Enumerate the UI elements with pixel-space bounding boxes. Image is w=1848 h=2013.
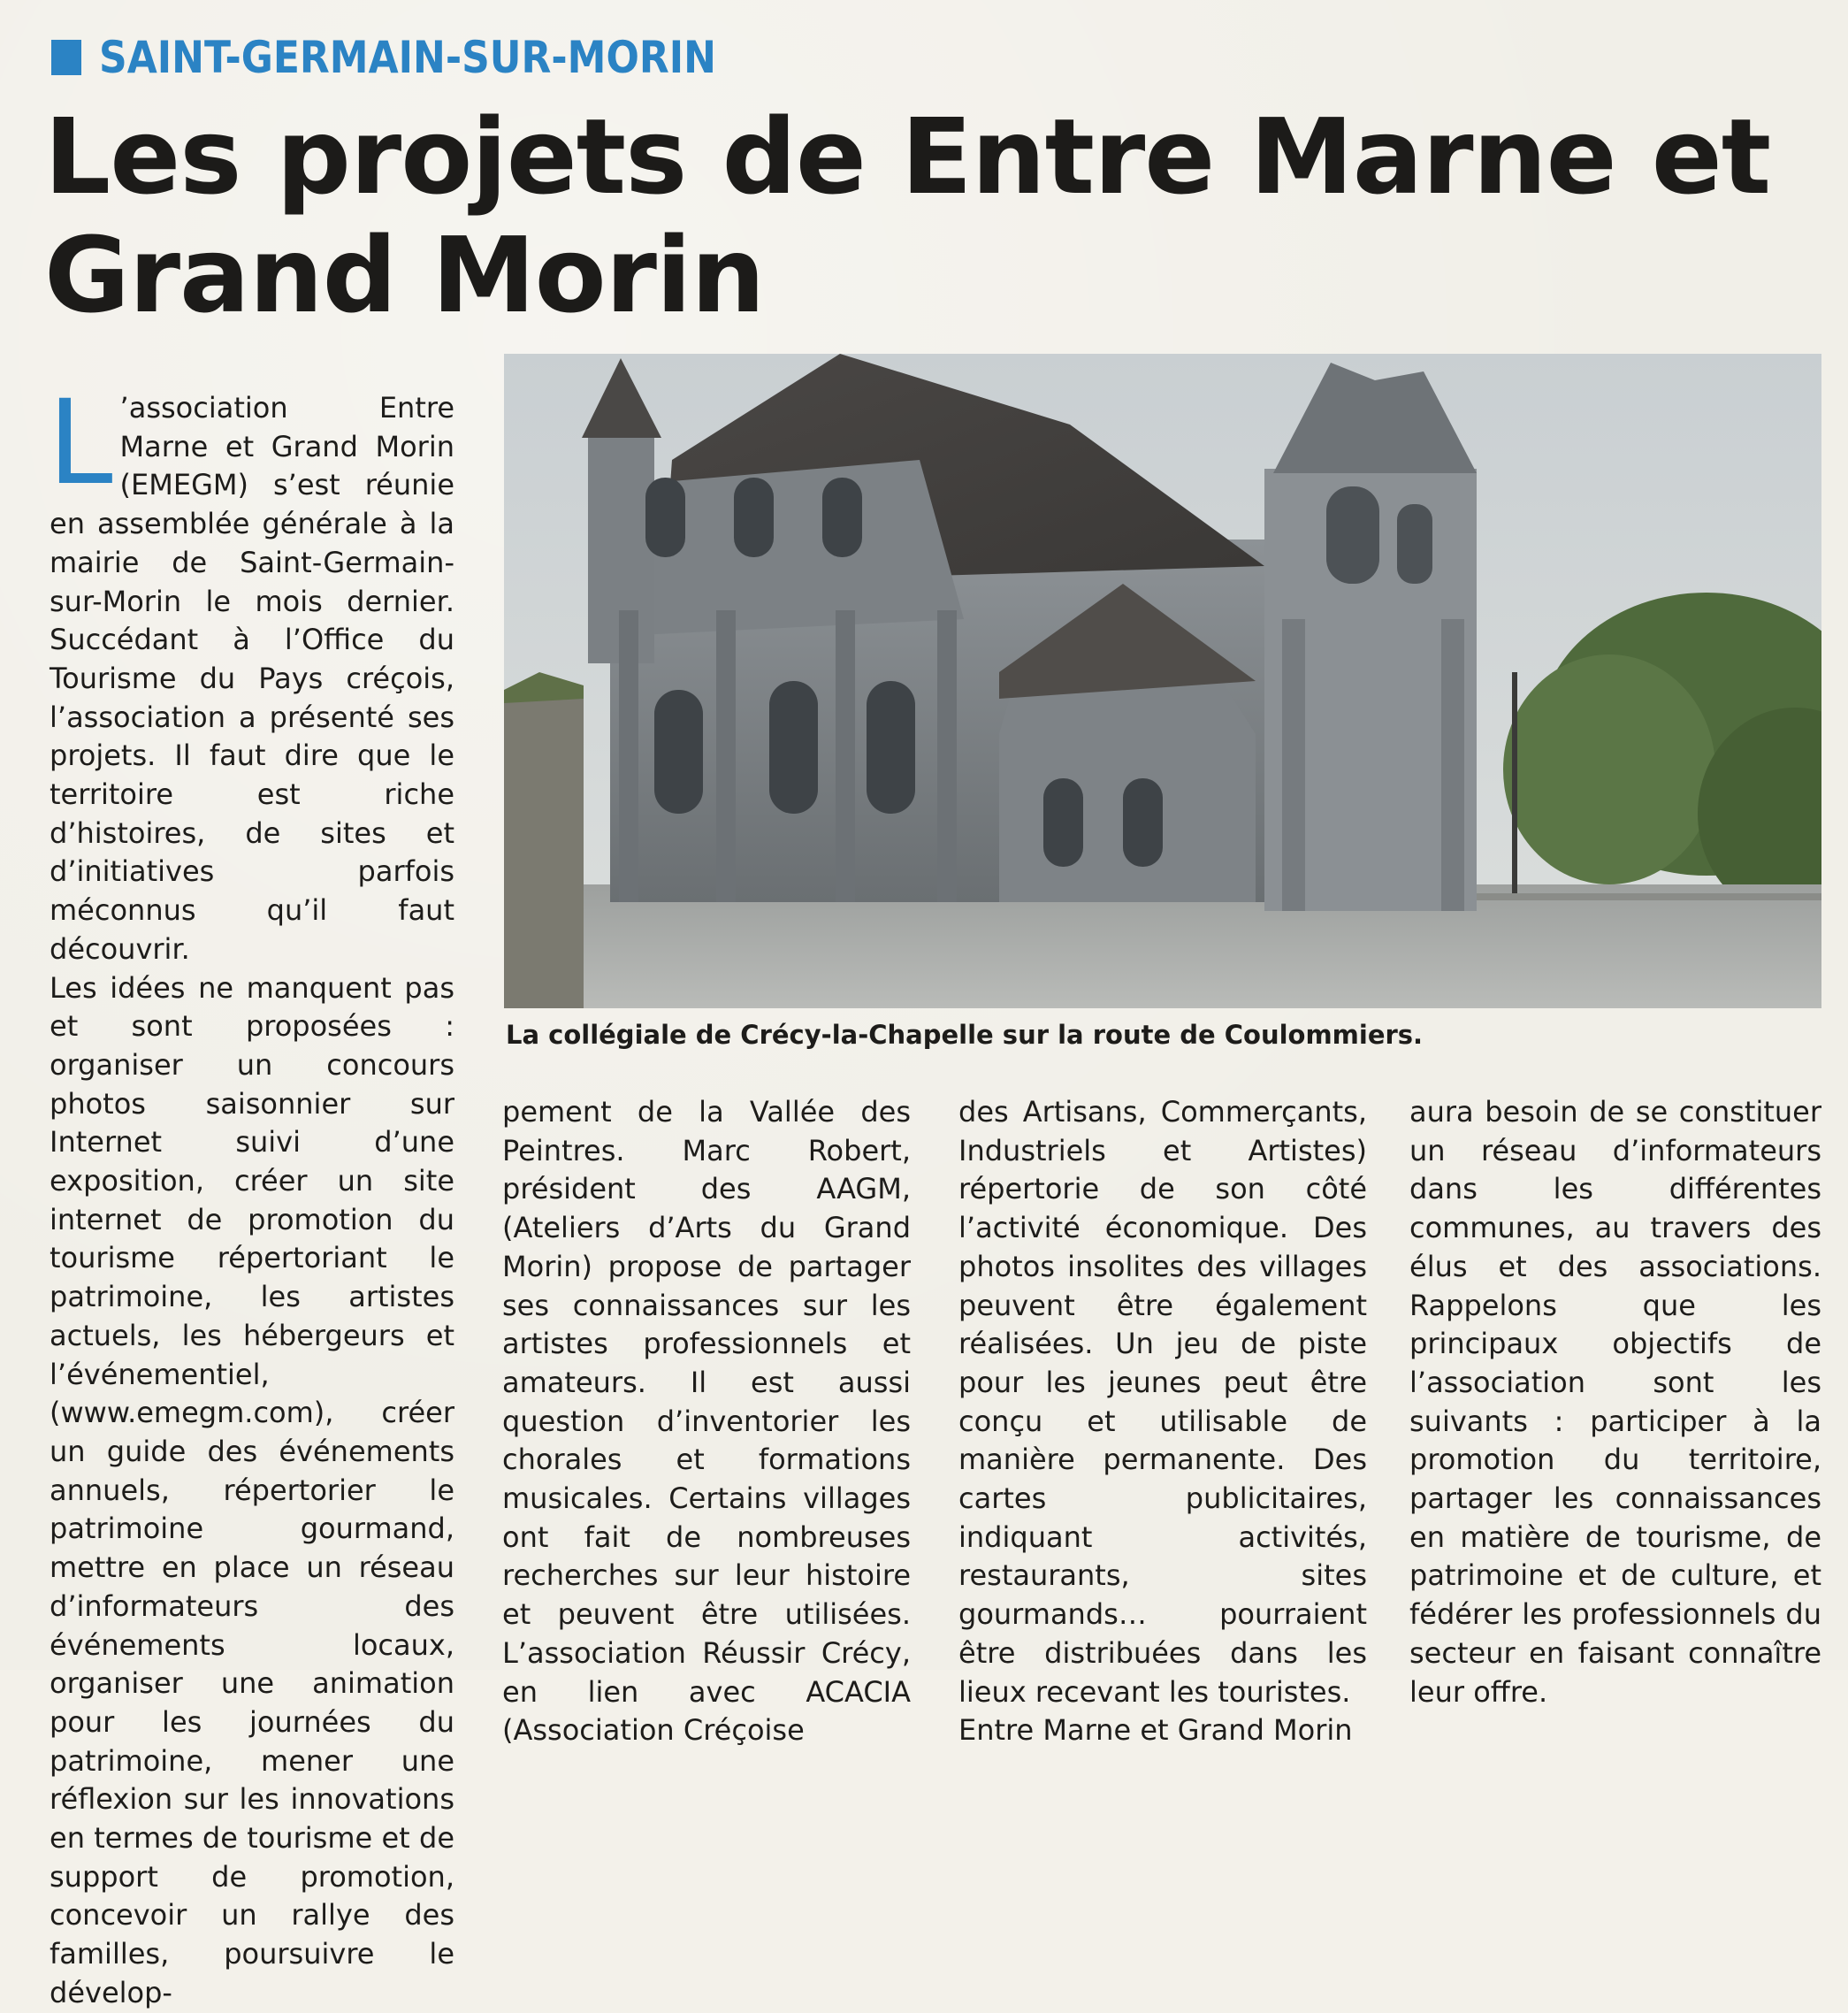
article-paragraph — [48, 375, 454, 969]
article-paragraph: des Artisans, Commerçants, Industriels et Artistes) répertorie de son côté l’activité économique. Des photos insolites des villages peuvent être également réalisées. Un jeu de piste pour les jeunes peut être conçu et utilisable de manière permanente. Des cartes publicitaires, indiquant activités, restaurants, sites gourmands… pourraient être distribuées dans les lieux recevant les touristes. — [958, 1095, 1367, 1709]
headline-line-1: Les projets de Entre Marne et — [44, 96, 1771, 218]
photo-caption: La collégiale de Crécy-la-Chapelle sur la route de Coulommiers. — [506, 1020, 1424, 1050]
church-photo-illustration — [504, 354, 1821, 1008]
article-column-1 — [48, 375, 454, 2013]
article-column-4 — [1409, 1093, 1821, 1711]
article-paragraph: Les idées ne manquent pas et sont proposées : organiser un concours photos saisonnier sur Internet suivi d’une exposition, créer un site internet de promotion du tourisme répertoriant le patrimoine, les artistes actuels, les hébergeurs et l’événementiel, (www.emegm.com), créer un guide des événements annuels, répertorier le patrimoine gourmand, mettre en place un réseau d’informateurs des événements locaux, organiser une animation pour les journées du patrimoine, mener une réflexion sur les innovations en termes de tourisme et de support de promotion, concevoir un rallye des familles, poursuivre le dévelop- — [50, 970, 454, 2009]
kicker-label: SAINT-GERMAIN-SUR-MORIN — [99, 32, 716, 83]
article-column-2 — [502, 1093, 911, 1750]
drop-cap: L — [48, 375, 113, 511]
article-paragraph: aura besoin de se constituer un réseau d’informateurs dans les différentes communes, au travers des élus et des associations. Rappelons que les principaux objectifs de l’association sont les suivants : participer à la promotion du territoire, partager les connaissances en matière de tourisme, de patrimoine et de culture, et fédérer les professionnels du secteur en faisant connaître leur offre. — [1409, 1095, 1821, 1709]
kicker-square-icon — [51, 40, 81, 75]
headline — [44, 97, 1813, 334]
article-paragraph: Entre Marne et Grand Morin — [958, 1713, 1353, 1748]
section-kicker — [51, 27, 800, 88]
headline-line-2: Grand Morin — [44, 214, 765, 336]
article-column-3 — [958, 1093, 1367, 1750]
article-paragraph: pement de la Vallée des Peintres. Marc Robert, président des AAGM, (Ateliers d’Arts du Grand Morin) propose de partager ses connaissances sur les artistes professionnels et amateurs. Il est aussi question d’inventorier les chorales et formations musicales. Certains villages ont fait de nombreuses recherches sur leur histoire et peuvent être utilisées. L’association Réussir Crécy, en lien avec ACACIA (Association Créçoise — [502, 1095, 911, 1748]
paragraph-text: ’association Entre Marne et Grand Morin (EMEGM) s’est réunie en assemblée générale à la mairie de Saint-Germain-sur-Morin le mois dernier. Succédant à l’Office du Tourisme du Pays créçois, l’association a présenté ses projets. Il faut dire que le territoire est riche d’histoires, de sites et d’initiatives parfois méconnus qu’il faut découvrir. — [50, 391, 454, 966]
church-photo — [504, 354, 1821, 1008]
